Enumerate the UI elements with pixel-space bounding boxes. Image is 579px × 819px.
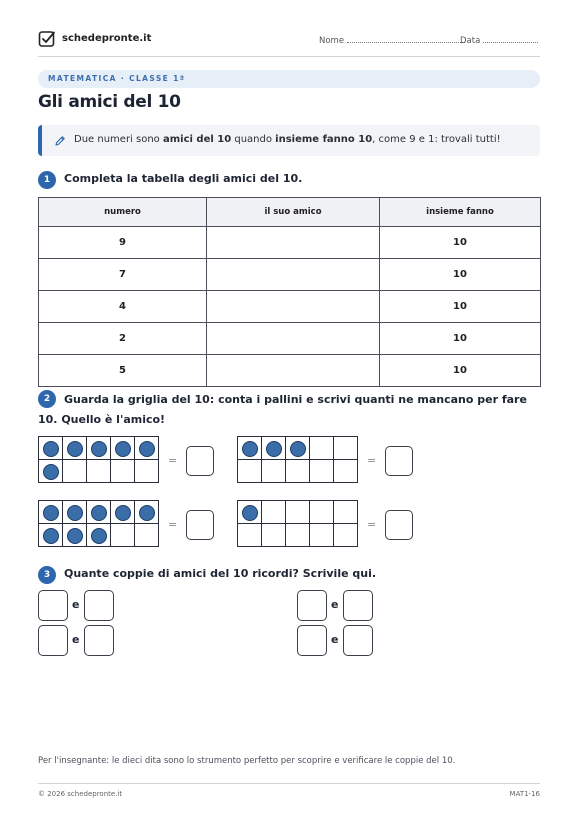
ten-frame-cell bbox=[334, 524, 358, 547]
table-cell: 7 bbox=[39, 259, 207, 291]
counter-dot bbox=[266, 441, 282, 457]
ten-frame-cell bbox=[111, 437, 135, 460]
pair-joiner: e bbox=[72, 598, 80, 611]
ten-frame-cell bbox=[39, 460, 63, 483]
pair-second-box[interactable] bbox=[84, 625, 114, 656]
counter-dot bbox=[67, 441, 83, 457]
ten-frame-cell bbox=[262, 524, 286, 547]
subject-tag bbox=[38, 70, 540, 88]
counter-dot bbox=[67, 528, 83, 544]
tip-text-part: quando bbox=[231, 134, 276, 145]
counter-dot bbox=[91, 528, 107, 544]
counter-dot bbox=[91, 441, 107, 457]
ten-frame-cell bbox=[286, 524, 310, 547]
name-label: Nome bbox=[319, 36, 345, 46]
pair-second-box[interactable] bbox=[343, 590, 373, 621]
ten-frame-cell bbox=[135, 460, 159, 483]
question-1-text: Completa la tabella degli amici del 10. bbox=[64, 172, 303, 185]
ten-frame-cell bbox=[310, 437, 334, 460]
table-row bbox=[39, 291, 541, 323]
table-cell: 4 bbox=[39, 291, 207, 323]
table-row bbox=[39, 259, 541, 291]
table-row bbox=[39, 323, 541, 355]
table-cell: 2 bbox=[39, 323, 207, 355]
pair-joiner: e bbox=[331, 598, 339, 611]
ten-frame-cell bbox=[39, 437, 63, 460]
tip-bold-amici: amici del 10 bbox=[162, 134, 232, 145]
question-1-number: 1 bbox=[38, 171, 56, 189]
table-cell: 10 bbox=[380, 291, 541, 323]
pair-first-box[interactable] bbox=[38, 625, 68, 656]
ten-frame-cell bbox=[238, 460, 262, 483]
date-label: Data bbox=[460, 36, 481, 46]
answer-cell[interactable] bbox=[207, 323, 380, 355]
counter-dot bbox=[43, 505, 59, 521]
ten-frame-cell bbox=[63, 524, 87, 547]
counter-dot bbox=[115, 441, 131, 457]
ten-frame-cell bbox=[87, 460, 111, 483]
counter-dot bbox=[43, 441, 59, 457]
table-cell: 9 bbox=[39, 227, 207, 259]
table-header-row bbox=[39, 198, 541, 227]
ten-frame-cell bbox=[135, 524, 159, 547]
ten-frame-cell bbox=[262, 437, 286, 460]
ten-frame-cell bbox=[286, 460, 310, 483]
counter-dot bbox=[115, 505, 131, 521]
counter-dot bbox=[139, 505, 155, 521]
footer-divider bbox=[38, 783, 540, 784]
answer-cell[interactable] bbox=[207, 355, 380, 387]
answer-cell[interactable] bbox=[207, 227, 380, 259]
ten-frame bbox=[237, 436, 358, 483]
col-header: insieme fanno bbox=[380, 198, 541, 227]
pair-joiner: e bbox=[331, 633, 339, 646]
ten-frame-cell bbox=[334, 501, 358, 524]
equals-sign: = bbox=[168, 454, 178, 467]
ten-frame bbox=[237, 500, 358, 547]
page-title: Gli amici del 10 bbox=[38, 92, 181, 112]
name-line bbox=[347, 35, 465, 43]
counter-dot bbox=[139, 441, 155, 457]
equals-sign: = bbox=[367, 454, 377, 467]
tip-text-part: Due numeri sono bbox=[74, 134, 163, 145]
pair-first-box[interactable] bbox=[297, 625, 327, 656]
col-header: il suo amico bbox=[207, 198, 380, 227]
page-header bbox=[38, 30, 540, 50]
date-field[interactable] bbox=[460, 35, 538, 46]
table-cell: 10 bbox=[380, 227, 541, 259]
ten-frame-cell bbox=[238, 437, 262, 460]
ten-frame-cell bbox=[111, 524, 135, 547]
ten-frame-cell bbox=[286, 501, 310, 524]
table-cell: 5 bbox=[39, 355, 207, 387]
ten-frame bbox=[38, 436, 159, 483]
footer-code: MAT1-16 bbox=[509, 790, 540, 798]
ten-frame-cell bbox=[63, 437, 87, 460]
table-cell: 10 bbox=[380, 323, 541, 355]
ten-frame-cell bbox=[135, 501, 159, 524]
tip-text bbox=[74, 134, 501, 145]
ten-frame-cell bbox=[111, 501, 135, 524]
friends-table bbox=[38, 197, 541, 387]
equals-sign: = bbox=[168, 518, 178, 531]
ten-frame-cell bbox=[63, 460, 87, 483]
pencil-icon bbox=[54, 135, 66, 147]
answer-cell[interactable] bbox=[207, 259, 380, 291]
ten-frame-cell bbox=[111, 460, 135, 483]
answer-box[interactable] bbox=[186, 446, 214, 476]
ten-frame-cell bbox=[310, 501, 334, 524]
ten-frame-cell bbox=[135, 437, 159, 460]
tip-bold-insieme: insieme fanno 10 bbox=[275, 134, 373, 145]
table-cell: 10 bbox=[380, 355, 541, 387]
equals-sign: = bbox=[367, 518, 377, 531]
answer-box[interactable] bbox=[385, 446, 413, 476]
pair-second-box[interactable] bbox=[343, 625, 373, 656]
pair-joiner: e bbox=[72, 633, 80, 646]
brand-name: schedepronte.it bbox=[62, 33, 152, 44]
answer-cell[interactable] bbox=[207, 291, 380, 323]
counter-dot bbox=[67, 505, 83, 521]
tip-accent-bar bbox=[38, 125, 42, 156]
counter-dot bbox=[290, 441, 306, 457]
ten-frame-cell bbox=[87, 437, 111, 460]
counter-dot bbox=[242, 505, 258, 521]
name-field[interactable] bbox=[319, 35, 465, 46]
question-2-number: 2 bbox=[38, 390, 56, 408]
counter-dot bbox=[91, 505, 107, 521]
counter-dot bbox=[242, 441, 258, 457]
header-divider bbox=[38, 56, 540, 57]
question-3-text: Quante coppie di amici del 10 ricordi? Scrivile qui. bbox=[64, 567, 377, 580]
answer-box[interactable] bbox=[186, 510, 214, 540]
tip-box bbox=[38, 125, 540, 156]
ten-frame-cell bbox=[334, 460, 358, 483]
ten-frame-cell bbox=[87, 501, 111, 524]
answer-box[interactable] bbox=[385, 510, 413, 540]
ten-frame-cell bbox=[310, 524, 334, 547]
ten-frame-cell bbox=[310, 460, 334, 483]
question-3-number: 3 bbox=[38, 566, 56, 584]
tip-text-part: , come 9 e 1: trovali tutti! bbox=[372, 134, 501, 145]
table-row bbox=[39, 355, 541, 387]
counter-dot bbox=[43, 464, 59, 480]
counter-dot bbox=[43, 528, 59, 544]
ten-frame bbox=[38, 500, 159, 547]
pair-second-box[interactable] bbox=[84, 590, 114, 621]
ten-frame-cell bbox=[334, 437, 358, 460]
teacher-note: Per l'insegnante: le dieci dita sono lo strumento perfetto per scoprire e verificare le coppie del 10. bbox=[38, 756, 456, 766]
ten-frame-cell bbox=[87, 524, 111, 547]
ten-frame-cell bbox=[39, 524, 63, 547]
ten-frame-cell bbox=[238, 501, 262, 524]
pair-first-box[interactable] bbox=[297, 590, 327, 621]
ten-frame-cell bbox=[238, 524, 262, 547]
ten-frame-cell bbox=[39, 501, 63, 524]
subject-tag-label: MATEMATICA · CLASSE 1ª bbox=[48, 74, 186, 83]
ten-frame-cell bbox=[262, 501, 286, 524]
question-2-text: Guarda la griglia del 10: conta i pallini e scrivi quanti ne mancano per fare 10. Quello è l'amico! bbox=[38, 393, 527, 426]
ten-frame-cell bbox=[63, 501, 87, 524]
table-cell: 10 bbox=[380, 259, 541, 291]
table-row bbox=[39, 227, 541, 259]
ten-frame-cell bbox=[262, 460, 286, 483]
pair-first-box[interactable] bbox=[38, 590, 68, 621]
date-line bbox=[483, 35, 538, 43]
checkbox-logo-icon bbox=[38, 30, 56, 48]
ten-frame-cell bbox=[286, 437, 310, 460]
col-header: numero bbox=[39, 198, 207, 227]
footer-copyright: © 2026 schedepronte.it bbox=[38, 790, 123, 798]
